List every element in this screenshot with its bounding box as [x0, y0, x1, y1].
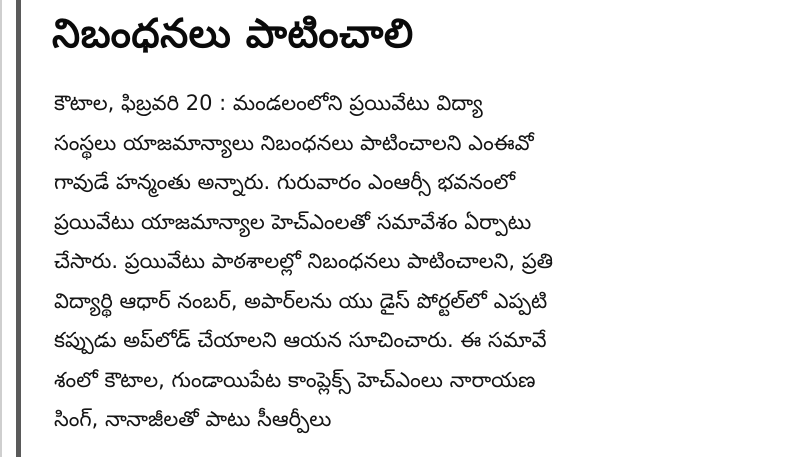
- article-line: శంలో కౌటాల, గుండాయిపేట కాంప్లెక్స్ హెచ్ఎంలు నారాయణ: [54, 367, 536, 392]
- column-rule: [16, 0, 21, 457]
- article-line: కౌటాల, ఫిబ్రవరి 20 : మండలంలోని ప్రయివేటు విద్యా: [54, 91, 483, 115]
- article-line: చేసారు. ప్రయివేటు పాఠశాలల్లో నిబంధనలు పాటించాలని, ప్రతి: [54, 249, 554, 273]
- article-headline: నిబంధనలు పాటించాలి: [52, 11, 414, 57]
- article-body: [54, 84, 784, 440]
- article-line: సింగ్, నానాజీలతో పాటు సీఆర్పీలు: [54, 407, 332, 431]
- article-line: విద్యార్థి ఆధార్ నంబర్, అపార్‌లను యు డైస్ పోర్టల్‌లో ఎప్పటి: [54, 288, 548, 313]
- article-line: కప్పుడు అప్‌లోడ్ చేయాలని ఆయన సూచించారు. ఈ సమావే: [54, 328, 547, 352]
- article-line: సంస్థలు యాజమాన్యాలు నిబంధనలు పాటించాలని ఎంఈవో: [54, 130, 534, 155]
- article-line: ప్రయివేటు యాజమాన్యాల హెచ్ఎంలతో సమావేశం ఏర్పాటు: [54, 209, 532, 234]
- article-line: గావుడే హన్మంతు అన్నారు. గురువారం ఎంఆర్సీ భవనంలో: [54, 170, 516, 194]
- page-edge: [0, 0, 2, 457]
